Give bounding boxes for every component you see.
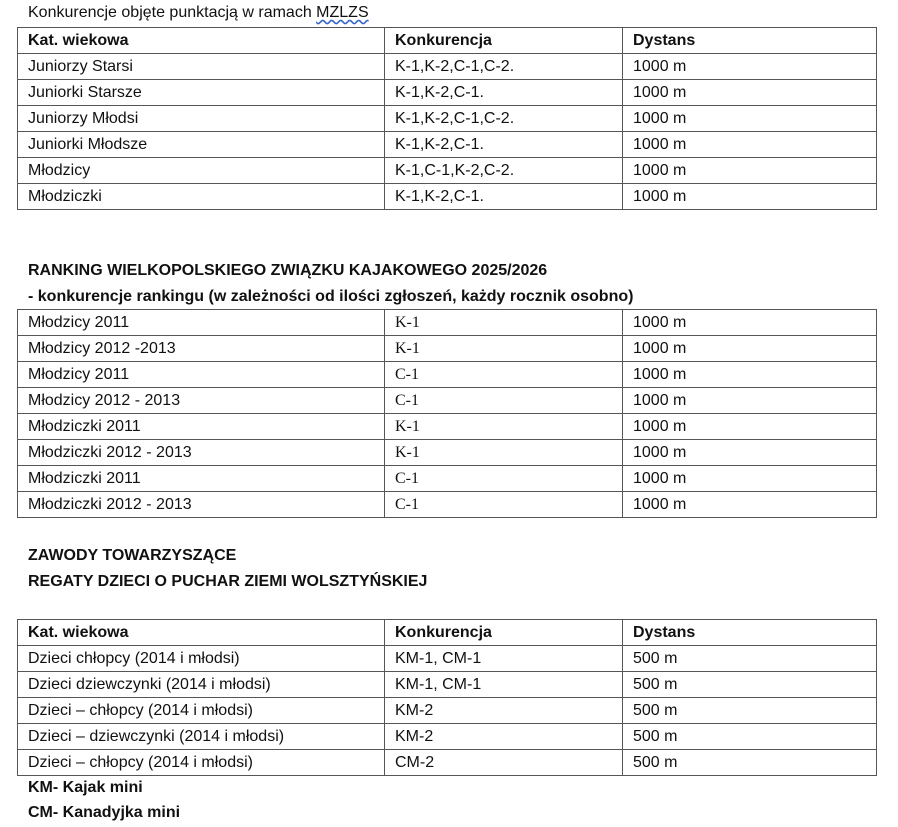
table-row bbox=[18, 698, 877, 724]
cell-competition: C-1 bbox=[385, 492, 623, 518]
cell-distance: 1000 m bbox=[623, 388, 877, 414]
cell-competition: KM-1, CM-1 bbox=[385, 646, 623, 672]
cell-category: Młodziczki bbox=[18, 184, 385, 210]
header-distance: Dystans bbox=[623, 28, 877, 54]
section2-title: RANKING WIELKOPOLSKIEGO ZWIĄZKU KAJAKOWEGO 2025/2026 bbox=[28, 262, 548, 279]
table-children bbox=[17, 619, 877, 776]
table-row bbox=[18, 440, 877, 466]
cell-competition: K-1,K-2,C-1. bbox=[385, 132, 623, 158]
cell-category: Juniorzy Młodsi bbox=[18, 106, 385, 132]
section3-subtitle: REGATY DZIECI O PUCHAR ZIEMI WOLSZTYŃSKIEJ bbox=[28, 573, 428, 590]
cell-distance: 1000 m bbox=[623, 336, 877, 362]
cell-distance: 1000 m bbox=[623, 184, 877, 210]
legend-cm: CM- Kanadyjka mini bbox=[28, 804, 181, 821]
section1-title bbox=[28, 3, 369, 23]
cell-category: Juniorki Starsze bbox=[18, 80, 385, 106]
cell-distance: 1000 m bbox=[623, 310, 877, 336]
cell-distance: 500 m bbox=[623, 724, 877, 750]
cell-category: Młodzicy bbox=[18, 158, 385, 184]
cell-competition: K-1 bbox=[385, 440, 623, 466]
table-row bbox=[18, 80, 877, 106]
cell-category: Dzieci chłopcy (2014 i młodsi) bbox=[18, 646, 385, 672]
cell-distance: 1000 m bbox=[623, 440, 877, 466]
table-row bbox=[18, 132, 877, 158]
cell-category: Dzieci – chłopcy (2014 i młodsi) bbox=[18, 750, 385, 776]
cell-competition: KM-2 bbox=[385, 724, 623, 750]
cell-category: Młodzicy 2011 bbox=[18, 310, 385, 336]
cell-category: Juniorzy Starsi bbox=[18, 54, 385, 80]
header-distance: Dystans bbox=[623, 620, 877, 646]
cell-distance: 500 m bbox=[623, 646, 877, 672]
table-header-row bbox=[18, 620, 877, 646]
cell-category: Dzieci – dziewczynki (2014 i młodsi) bbox=[18, 724, 385, 750]
cell-category: Dzieci – chłopcy (2014 i młodsi) bbox=[18, 698, 385, 724]
cell-competition: C-1 bbox=[385, 466, 623, 492]
cell-distance: 1000 m bbox=[623, 362, 877, 388]
table-row bbox=[18, 414, 877, 440]
table-row bbox=[18, 362, 877, 388]
table-ranking bbox=[17, 309, 877, 518]
cell-competition: CM-2 bbox=[385, 750, 623, 776]
header-competition: Konkurencja bbox=[385, 620, 623, 646]
section1-title-abbr: MZLZS bbox=[316, 4, 369, 21]
table-row bbox=[18, 310, 877, 336]
table-row bbox=[18, 672, 877, 698]
legend-km: KM- Kajak mini bbox=[28, 779, 143, 796]
table-header-row bbox=[18, 28, 877, 54]
cell-competition: K-1,K-2,C-1,C-2. bbox=[385, 54, 623, 80]
cell-competition: KM-2 bbox=[385, 698, 623, 724]
table-row bbox=[18, 184, 877, 210]
cell-category: Juniorki Młodsze bbox=[18, 132, 385, 158]
cell-distance: 500 m bbox=[623, 698, 877, 724]
table-row bbox=[18, 158, 877, 184]
cell-distance: 500 m bbox=[623, 750, 877, 776]
cell-distance: 1000 m bbox=[623, 466, 877, 492]
header-category: Kat. wiekowa bbox=[18, 620, 385, 646]
section1-title-text: Konkurencje objęte punktacją w ramach bbox=[28, 4, 317, 21]
cell-competition: C-1 bbox=[385, 362, 623, 388]
table-mzlzs bbox=[17, 27, 877, 210]
cell-category: Młodziczki 2011 bbox=[18, 414, 385, 440]
cell-distance: 500 m bbox=[623, 672, 877, 698]
header-category: Kat. wiekowa bbox=[18, 28, 385, 54]
cell-category: Młodziczki 2012 - 2013 bbox=[18, 492, 385, 518]
cell-competition: C-1 bbox=[385, 388, 623, 414]
cell-distance: 1000 m bbox=[623, 80, 877, 106]
cell-category: Młodzicy 2011 bbox=[18, 362, 385, 388]
cell-category: Młodziczki 2011 bbox=[18, 466, 385, 492]
table-row bbox=[18, 54, 877, 80]
cell-competition: K-1,K-2,C-1. bbox=[385, 80, 623, 106]
cell-distance: 1000 m bbox=[623, 106, 877, 132]
table-row bbox=[18, 336, 877, 362]
cell-competition: K-1,C-1,K-2,C-2. bbox=[385, 158, 623, 184]
cell-distance: 1000 m bbox=[623, 492, 877, 518]
section3-title: ZAWODY TOWARZYSZĄCE bbox=[28, 547, 237, 564]
table-row bbox=[18, 750, 877, 776]
cell-category: Młodzicy 2012 -2013 bbox=[18, 336, 385, 362]
table-row bbox=[18, 646, 877, 672]
cell-competition: K-1,K-2,C-1. bbox=[385, 184, 623, 210]
cell-competition: K-1,K-2,C-1,C-2. bbox=[385, 106, 623, 132]
cell-competition: K-1 bbox=[385, 310, 623, 336]
cell-competition: K-1 bbox=[385, 414, 623, 440]
cell-distance: 1000 m bbox=[623, 414, 877, 440]
cell-competition: KM-1, CM-1 bbox=[385, 672, 623, 698]
cell-competition: K-1 bbox=[385, 336, 623, 362]
cell-category: Dzieci dziewczynki (2014 i młodsi) bbox=[18, 672, 385, 698]
section2-subtitle: - konkurencje rankingu (w zależności od ilości zgłoszeń, każdy rocznik osobno) bbox=[28, 288, 634, 305]
cell-distance: 1000 m bbox=[623, 158, 877, 184]
cell-distance: 1000 m bbox=[623, 132, 877, 158]
cell-category: Młodzicy 2012 - 2013 bbox=[18, 388, 385, 414]
cell-category: Młodziczki 2012 - 2013 bbox=[18, 440, 385, 466]
table-row bbox=[18, 106, 877, 132]
table-row bbox=[18, 388, 877, 414]
table-row bbox=[18, 724, 877, 750]
table-row bbox=[18, 492, 877, 518]
header-competition: Konkurencja bbox=[385, 28, 623, 54]
cell-distance: 1000 m bbox=[623, 54, 877, 80]
table-row bbox=[18, 466, 877, 492]
